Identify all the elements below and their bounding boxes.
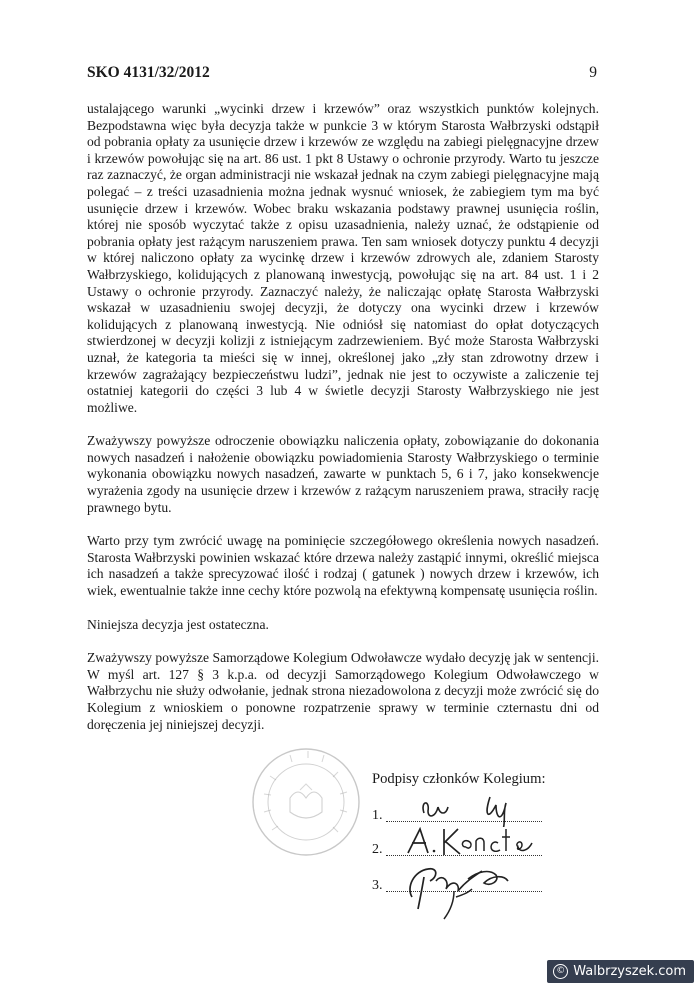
site-watermark [547, 960, 694, 983]
case-number: SKO 4131/32/2012 [87, 64, 210, 81]
document-body [87, 101, 599, 733]
handwritten-signature-3 [394, 857, 544, 923]
page-header [87, 64, 597, 88]
handwritten-signature-2 [394, 821, 564, 861]
paragraph: Warto przy tym zwrócić uwagę na pominięcie szczegółowego określenia nowych nasadzeń. Starosta Wałbrzyski powinien wskazać które drzewa należy zastąpić innymi, określić miejsca ich nasadzeń a także sprecyzować ilość i rodzaj ( gatunek ) nowych drzew i krzewów, ich wiek, ewentualnie także inne cechy które pozwolą na efektywną kompensatę usunięcia roślin. [87, 533, 599, 599]
paragraph: Zważywszy powyższe Samorządowe Kolegium Odwoławcze wydało decyzję jak w sentencji. W myśl art. 127 § 3 k.p.a. od decyzji Samorządowego Kolegium Odwoławczego w Wałbrzychu nie służy odwołanie, jednak strona niezadowolona z decyzji może zwrócić się do Kolegium z wnioskiem o ponowne rozpatrzenie sprawy w terminie czternastu dni od doręczenia jej niniejszej decyzji. [87, 650, 599, 732]
signatures-title: Podpisy członków Kolegium: [372, 771, 546, 787]
page-number: 9 [589, 64, 597, 81]
paragraph: ustalającego warunki „wycinki drzew i krzewów” oraz wszystkich punktów kolejnych. Bezpodstawna więc była decyzja także w punkcie 3 w którym Starosta Wałbrzyski odstąpił od pobrania opłaty za usunięcie drzew i krzewów ze względu na zabiegi pielęgnacyjne drzew i krzewów powołując się na art. 86 ust. 1 pkt 8 Ustawy o ochronie przyrody. Warto tu jeszcze raz zaznaczyć, że organ administracji nie wskazał jednak na czym zabiegi pielęgnacyjne mają polegać – z treści uzasadnienia można jednak wysnuć wniosek, że zabiegiem tym ma być usunięcie drzew i krzewów. Wobec braku wskazania podstawy prawnej usunięcia roślin, której nie sposób wyczytać także z opisu uzasadnienia, należy uznać, że odstąpienie od pobrania opłaty jest rażącym naruszeniem prawa. Ten sam wniosek dotyczy punktu 4 decyzji w której naliczono opłaty za wycinkę drzew i krzewów zdrowych ale, zdaniem Starosty Wałbrzyskiego, kolidujących z planowaną inwestycją, powołując się na art. 84 ust. 1 i 2 Ustawy o ochronie przyrody. Zaznaczyć należy, że naliczając opłatę Starosta Wałbrzyski wskazał w uzasadnieniu swojej decyzji, że dotyczy ona wycinki drzew i krzewów kolidujących z planowaną inwestycją. Nie odniósł się natomiast do opłat dotyczących stwierdzonej w decyzji kolizji z istniejącym zadrzewieniem. Być może Starosta Wałbrzyski uznał, że kategoria ta mieści się w innej, określonej jako „zły stan zdrowotny drzew i krzewów zagrażający bezpieczeństwu ludzi”, jednak nie jest to oczywiste a zaliczenie tej ostatniej kategorii do części 3 lub 4 w świetle decyzji Starosty Wałbrzyskiego nie jest możliwe. [87, 101, 599, 415]
paragraph: Niniejsza decyzja jest ostateczna. [87, 616, 269, 632]
signature-block [372, 771, 602, 921]
signature-number: 2. [372, 842, 383, 857]
copyright-icon: © [553, 964, 568, 979]
paragraph: Zważywszy powyższe odroczenie obowiązku naliczenia opłaty, zobowiązanie do dokonania nowych nasadzeń i nałożenie obowiązku powiadomienia Starosty Wałbrzyskiego o terminie wykonania obowiązku nowych nasadzeń, zawarte w punktach 5, 6 i 7, jako konsekwencje wyrażenia zgody na usunięcie drzew i krzewów z rażącym naruszeniem prawa, straciły rację prawnego bytu. [87, 433, 599, 515]
signature-number: 3. [372, 878, 383, 893]
signature-number: 1. [372, 808, 383, 823]
official-stamp [250, 746, 362, 858]
signature-line [372, 867, 542, 897]
watermark-text: Walbrzyszek.com [573, 964, 686, 979]
